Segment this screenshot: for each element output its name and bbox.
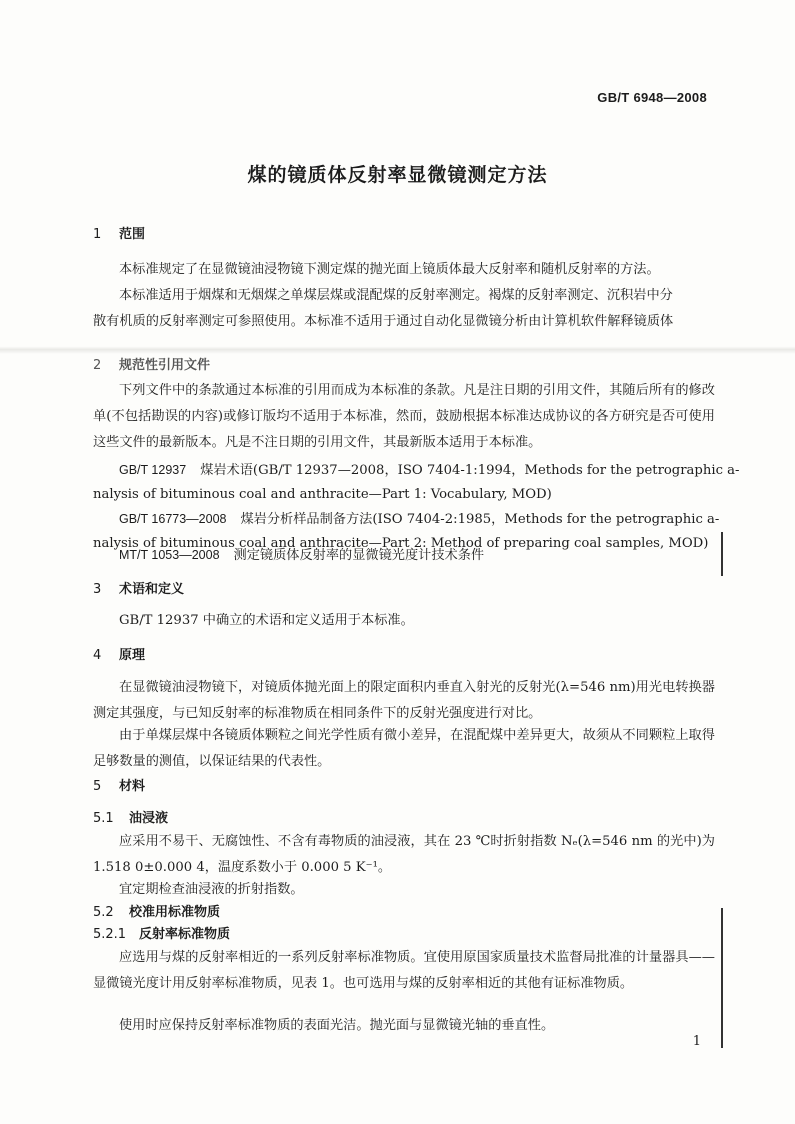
section-5-number: 5 — [93, 779, 102, 794]
reference-2-code: GB/T 16773—2008 — [119, 512, 227, 526]
reference-3 — [119, 546, 484, 565]
reference-2-continuation: nalysis of bituminous coal and anthracite—Part 2: Method of preparing coal samples, MOD) — [93, 536, 709, 551]
reference-3-title: 测定镜质体反射率的显微镜光度计技术条件 — [233, 548, 485, 563]
reference-1 — [119, 461, 739, 480]
reference-1-title: 煤岩术语(GB/T 12937—2008，ISO 7404-1:1994，Methods for the petrographic a- — [200, 463, 740, 478]
reference-1-code: GB/T 12937 — [119, 463, 187, 477]
reference-1-continuation: nalysis of bituminous coal and anthracite—Part 1: Vocabulary, MOD) — [93, 487, 552, 502]
section-5-2-title: 校准用标准物质 — [129, 905, 221, 920]
standard-code: GB/T 6948—2008 — [597, 90, 707, 105]
section-5-title: 材料 — [119, 779, 146, 794]
document-title: 煤的镜质体反射率显微镜测定方法 — [247, 164, 548, 186]
section-2-heading — [93, 357, 210, 375]
section-4-title: 原理 — [119, 648, 146, 663]
section-1-paragraph-1: 本标准规定了在显微镜油浸物镜下测定煤的抛光面上镜质体最大反射率和随机反射率的方法。 — [119, 262, 660, 277]
section-5-1-heading — [93, 810, 168, 828]
section-3-number: 3 — [93, 582, 102, 597]
page-number: 1 — [692, 1034, 701, 1049]
section-4-number: 4 — [93, 648, 102, 663]
section-5-2-1-paragraph-2: 使用时应保持反射率标准物质的表面光洁。抛光面与显微镜光轴的垂直性。 — [119, 1018, 555, 1033]
section-5-2-number: 5.2 — [93, 905, 114, 920]
section-1-paragraph-2-line-1: 本标准适用于烟煤和无烟煤之单煤层煤或混配煤的反射率测定。褐煤的反射率测定、沉积岩中分 — [119, 288, 673, 303]
margin-change-bar — [721, 532, 723, 576]
reference-2-title: 煤岩分析样品制备方法(ISO 7404-2:1985，Methods for the petrographic a- — [240, 512, 720, 527]
section-1-title: 范围 — [119, 227, 146, 242]
section-3-paragraph: GB/T 12937 中确立的术语和定义适用于本标准。 — [119, 613, 414, 628]
reference-3-code: MT/T 1053—2008 — [119, 548, 220, 562]
section-5-heading — [93, 778, 145, 796]
section-5-2-1-title: 反射率标准物质 — [139, 927, 231, 942]
section-1-number: 1 — [93, 227, 102, 242]
section-2-number: 2 — [93, 358, 102, 373]
section-5-2-1-number: 5.2.1 — [93, 927, 127, 942]
section-4-paragraph-1: 在显微镜油浸物镜下，对镜质体抛光面上的限定面积内垂直入射光的反射光(λ=546 nm)用光电转换器测定其强度，与已知反射率的标准物质在相同条件下的反射光强度进行对比。 — [93, 680, 715, 721]
section-1-heading — [93, 226, 145, 244]
section-4-heading — [93, 647, 145, 665]
section-5-1-paragraph-2: 宜定期检查油浸液的折射指数。 — [119, 882, 304, 897]
section-2-title: 规范性引用文件 — [119, 358, 211, 373]
section-5-1-title: 油浸液 — [129, 811, 169, 826]
section-1-paragraph-2-line-2: 散有机质的反射率测定可参照使用。本标准不适用于通过自动化显微镜分析由计算机软件解释镜质体 — [93, 314, 674, 329]
section-4-paragraph-2: 由于单煤层煤中各镜质体颗粒之间光学性质有微小差异，在混配煤中差异更大，故须从不同颗粒上取得足够数量的测值，以保证结果的代表性。 — [93, 728, 715, 769]
section-5-2-heading — [93, 904, 220, 922]
section-3-title: 术语和定义 — [119, 582, 185, 597]
section-3-heading — [93, 581, 184, 599]
section-5-2-1-heading — [93, 926, 230, 944]
section-5-1-number: 5.1 — [93, 811, 114, 826]
reference-2 — [119, 510, 719, 529]
section-2-intro: 下列文件中的条款通过本标准的引用而成为本标准的条款。凡是注日期的引用文件，其随后所有的修改单(不包括勘误的内容)或修订版均不适用于本标准，然而，鼓励根据本标准达成协议的各方研究是否可使用这些文件的最新版本。凡是不注日期的引用文件，其最新版本适用于本标准。 — [93, 383, 715, 450]
margin-change-bar-2 — [721, 908, 723, 1048]
section-5-1-paragraph-1: 应采用不易干、无腐蚀性、不含有毒物质的油浸液，其在 23 ℃时折射指数 Nₑ(λ=546 nm 的光中)为 1.518 0±0.000 4，温度系数小于 0.000 5 K⁻¹。 — [93, 834, 715, 875]
section-5-2-1-paragraph-1: 应选用与煤的反射率相近的一系列反射率标准物质。宜使用原国家质量技术监督局批准的计量器具——显微镜光度计用反射率标准物质，见表 1。也可选用与煤的反射率相近的其他有证标准物质。 — [93, 950, 715, 991]
